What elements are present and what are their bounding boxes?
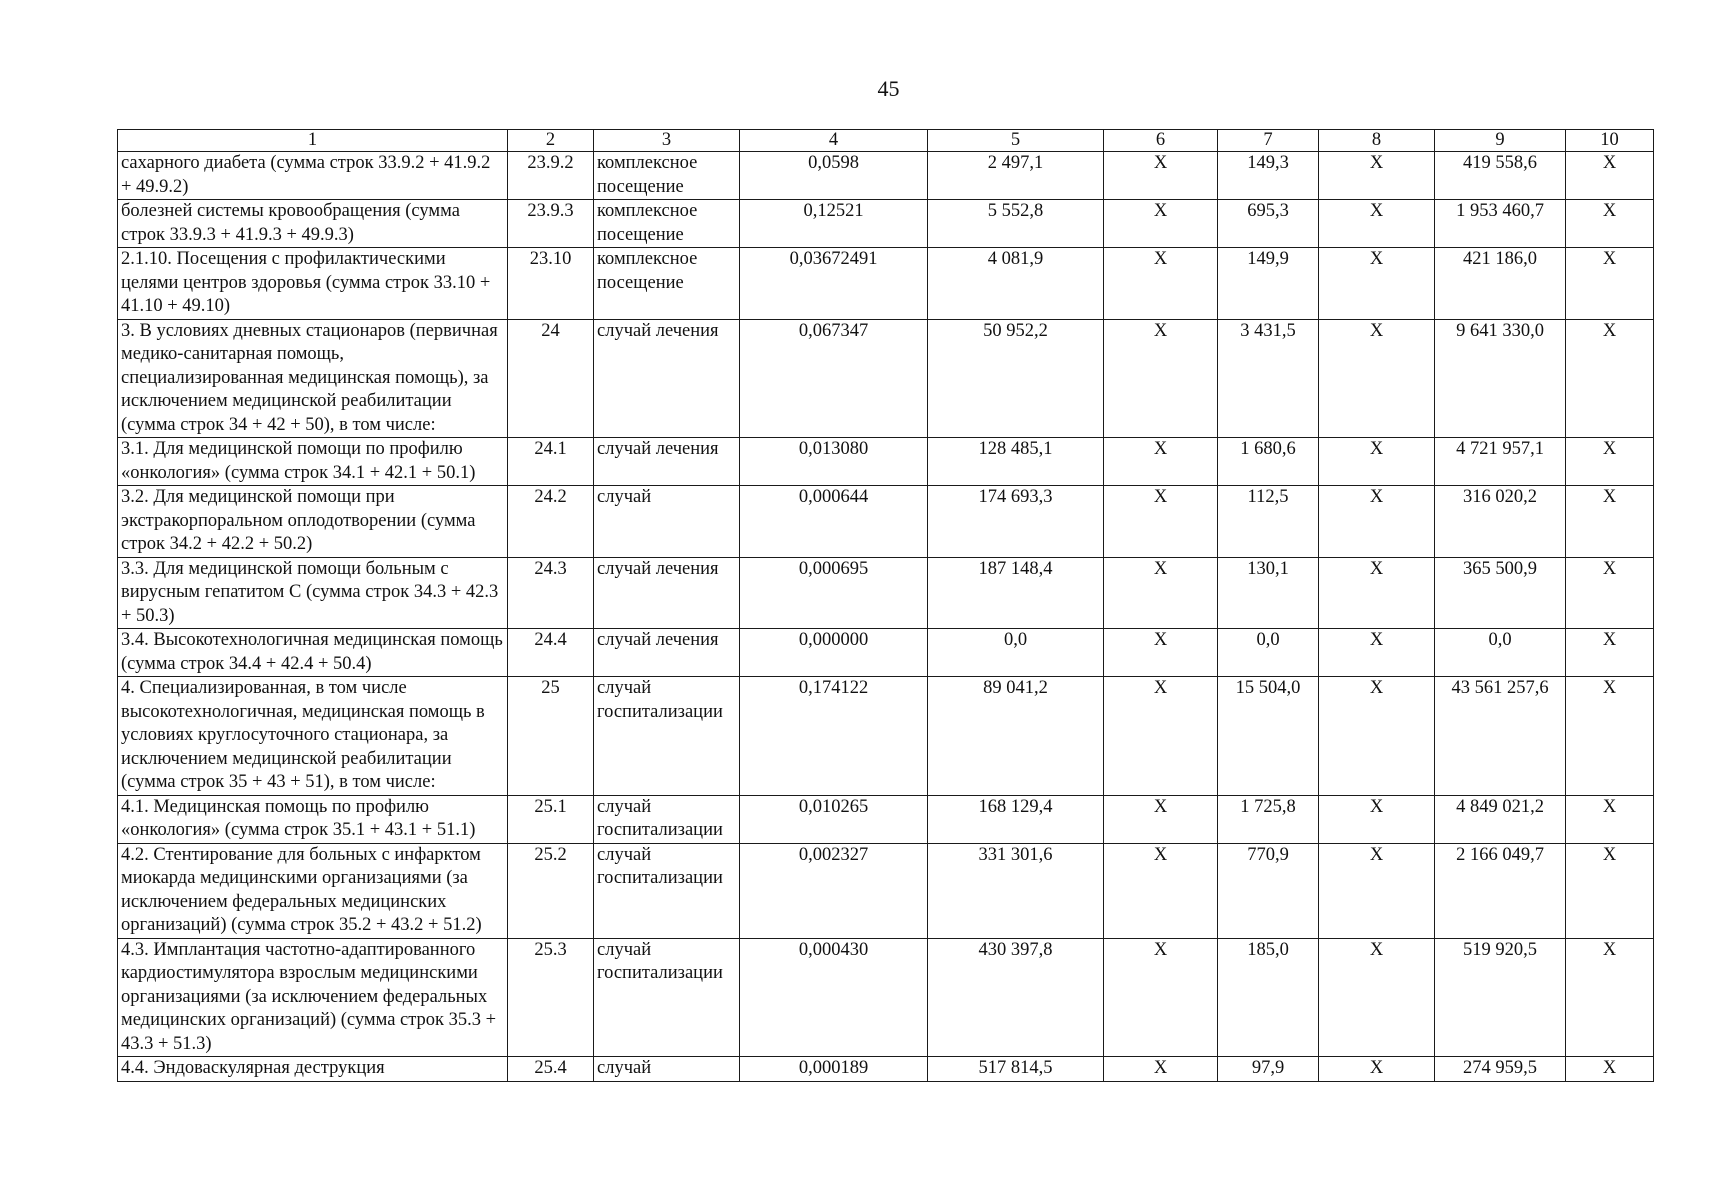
row-col5: 2 497,1 xyxy=(928,152,1104,200)
row-name: 3. В условиях дневных стационаров (первичная медико-санитарная помощь, специализированная медицинская помощь), за исключением медицинской реабилитации (сумма строк 34 + 42 + 50), в том числе: xyxy=(118,319,508,438)
table-row xyxy=(118,438,1654,486)
row-col10: X xyxy=(1566,319,1654,438)
row-col5: 430 397,8 xyxy=(928,938,1104,1057)
row-col4: 0,12521 xyxy=(740,200,928,248)
row-col10: X xyxy=(1566,248,1654,320)
row-col4: 0,000695 xyxy=(740,557,928,629)
row-col6: X xyxy=(1104,152,1218,200)
row-col5: 331 301,6 xyxy=(928,843,1104,938)
table-row xyxy=(118,677,1654,796)
table-row xyxy=(118,1057,1654,1082)
row-unit: комплексное посещение xyxy=(594,248,740,320)
column-header-5: 5 xyxy=(928,130,1104,152)
row-col5: 168 129,4 xyxy=(928,795,1104,843)
row-col8: X xyxy=(1319,438,1435,486)
row-col8: X xyxy=(1319,629,1435,677)
table-row xyxy=(118,843,1654,938)
row-name: 4.1. Медицинская помощь по профилю «онкология» (сумма строк 35.1 + 43.1 + 51.1) xyxy=(118,795,508,843)
row-col7: 770,9 xyxy=(1218,843,1319,938)
row-col9: 1 953 460,7 xyxy=(1435,200,1566,248)
row-col7: 695,3 xyxy=(1218,200,1319,248)
row-col9: 421 186,0 xyxy=(1435,248,1566,320)
table-row xyxy=(118,319,1654,438)
column-header-2: 2 xyxy=(508,130,594,152)
row-code: 25.1 xyxy=(508,795,594,843)
column-header-7: 7 xyxy=(1218,130,1319,152)
column-header-10: 10 xyxy=(1566,130,1654,152)
row-code: 25.3 xyxy=(508,938,594,1057)
column-header-3: 3 xyxy=(594,130,740,152)
row-col8: X xyxy=(1319,248,1435,320)
row-col4: 0,067347 xyxy=(740,319,928,438)
row-col10: X xyxy=(1566,1057,1654,1082)
row-name: 4. Специализированная, в том числе высокотехнологичная, медицинская помощь в условиях круглосуточного стационара, за исключением медицинской реабилитации (сумма строк 35 + 43 + 51), в том числе: xyxy=(118,677,508,796)
row-code: 24.1 xyxy=(508,438,594,486)
row-code: 23.9.3 xyxy=(508,200,594,248)
row-col6: X xyxy=(1104,557,1218,629)
row-col10: X xyxy=(1566,629,1654,677)
row-name: 3.4. Высокотехнологичная медицинская помощь (сумма строк 34.4 + 42.4 + 50.4) xyxy=(118,629,508,677)
page-number: 45 xyxy=(877,76,900,101)
row-col7: 0,0 xyxy=(1218,629,1319,677)
row-col9: 274 959,5 xyxy=(1435,1057,1566,1082)
row-unit: случай госпитализации xyxy=(594,795,740,843)
row-col7: 97,9 xyxy=(1218,1057,1319,1082)
row-col10: X xyxy=(1566,200,1654,248)
row-unit: случай лечения xyxy=(594,557,740,629)
row-col4: 0,013080 xyxy=(740,438,928,486)
table-row xyxy=(118,248,1654,320)
table-row xyxy=(118,795,1654,843)
row-code: 24.4 xyxy=(508,629,594,677)
row-col4: 0,03672491 xyxy=(740,248,928,320)
row-col7: 1 680,6 xyxy=(1218,438,1319,486)
table-row xyxy=(118,486,1654,558)
row-col8: X xyxy=(1319,938,1435,1057)
row-col9: 2 166 049,7 xyxy=(1435,843,1566,938)
row-col10: X xyxy=(1566,938,1654,1057)
row-unit: случай госпитализации xyxy=(594,938,740,1057)
row-col4: 0,0598 xyxy=(740,152,928,200)
row-col8: X xyxy=(1319,1057,1435,1082)
row-unit: случай госпитализации xyxy=(594,843,740,938)
row-col10: X xyxy=(1566,557,1654,629)
row-col4: 0,174122 xyxy=(740,677,928,796)
row-col9: 519 920,5 xyxy=(1435,938,1566,1057)
row-code: 24 xyxy=(508,319,594,438)
row-col8: X xyxy=(1319,795,1435,843)
column-header-8: 8 xyxy=(1319,130,1435,152)
row-col4: 0,002327 xyxy=(740,843,928,938)
row-unit: комплексное посещение xyxy=(594,152,740,200)
row-name: сахарного диабета (сумма строк 33.9.2 + 41.9.2 + 49.9.2) xyxy=(118,152,508,200)
row-col4: 0,000430 xyxy=(740,938,928,1057)
table-row xyxy=(118,152,1654,200)
row-col5: 89 041,2 xyxy=(928,677,1104,796)
row-col4: 0,000000 xyxy=(740,629,928,677)
row-col7: 185,0 xyxy=(1218,938,1319,1057)
data-table xyxy=(117,129,1654,1082)
row-col7: 15 504,0 xyxy=(1218,677,1319,796)
row-col9: 0,0 xyxy=(1435,629,1566,677)
row-col7: 3 431,5 xyxy=(1218,319,1319,438)
row-col10: X xyxy=(1566,438,1654,486)
row-col5: 50 952,2 xyxy=(928,319,1104,438)
row-col5: 128 485,1 xyxy=(928,438,1104,486)
row-name: 3.3. Для медицинской помощи больным с вирусным гепатитом С (сумма строк 34.3 + 42.3 + 50.3) xyxy=(118,557,508,629)
row-name: 4.3. Имплантация частотно-адаптированного кардиостимулятора взрослым медицинскими организациями (за исключением федеральных медицинских организаций) (сумма строк 35.3 + 43.3 + 51.3) xyxy=(118,938,508,1057)
row-unit: случай лечения xyxy=(594,438,740,486)
row-col6: X xyxy=(1104,795,1218,843)
row-col8: X xyxy=(1319,677,1435,796)
row-unit: комплексное посещение xyxy=(594,200,740,248)
row-name: 2.1.10. Посещения с профилактическими целями центров здоровья (сумма строк 33.10 + 41.10 + 49.10) xyxy=(118,248,508,320)
column-header-9: 9 xyxy=(1435,130,1566,152)
row-col5: 4 081,9 xyxy=(928,248,1104,320)
row-col6: X xyxy=(1104,1057,1218,1082)
row-col8: X xyxy=(1319,319,1435,438)
row-col9: 9 641 330,0 xyxy=(1435,319,1566,438)
row-col10: X xyxy=(1566,843,1654,938)
table-row xyxy=(118,629,1654,677)
row-col9: 43 561 257,6 xyxy=(1435,677,1566,796)
row-code: 25.4 xyxy=(508,1057,594,1082)
table-row xyxy=(118,938,1654,1057)
row-code: 25 xyxy=(508,677,594,796)
row-unit: случай госпитализации xyxy=(594,677,740,796)
row-unit: случай xyxy=(594,486,740,558)
row-col6: X xyxy=(1104,677,1218,796)
row-col6: X xyxy=(1104,486,1218,558)
row-col10: X xyxy=(1566,795,1654,843)
row-code: 25.2 xyxy=(508,843,594,938)
row-col8: X xyxy=(1319,486,1435,558)
row-code: 24.3 xyxy=(508,557,594,629)
row-col8: X xyxy=(1319,200,1435,248)
row-col5: 174 693,3 xyxy=(928,486,1104,558)
row-code: 24.2 xyxy=(508,486,594,558)
row-col7: 1 725,8 xyxy=(1218,795,1319,843)
row-col7: 149,3 xyxy=(1218,152,1319,200)
column-header-6: 6 xyxy=(1104,130,1218,152)
row-col9: 419 558,6 xyxy=(1435,152,1566,200)
row-col6: X xyxy=(1104,200,1218,248)
column-header-1: 1 xyxy=(118,130,508,152)
row-col6: X xyxy=(1104,248,1218,320)
header-row xyxy=(118,130,1654,152)
table-row xyxy=(118,200,1654,248)
row-col8: X xyxy=(1319,843,1435,938)
row-col6: X xyxy=(1104,438,1218,486)
row-col10: X xyxy=(1566,486,1654,558)
row-code: 23.9.2 xyxy=(508,152,594,200)
row-col8: X xyxy=(1319,152,1435,200)
row-col6: X xyxy=(1104,629,1218,677)
row-col10: X xyxy=(1566,152,1654,200)
row-code: 23.10 xyxy=(508,248,594,320)
row-unit: случай лечения xyxy=(594,629,740,677)
row-col6: X xyxy=(1104,843,1218,938)
row-col5: 0,0 xyxy=(928,629,1104,677)
row-col6: X xyxy=(1104,938,1218,1057)
row-col7: 149,9 xyxy=(1218,248,1319,320)
table-row xyxy=(118,557,1654,629)
row-name: 3.2. Для медицинской помощи при экстракорпоральном оплодотворении (сумма строк 34.2 + 42.2 + 50.2) xyxy=(118,486,508,558)
row-col5: 517 814,5 xyxy=(928,1057,1104,1082)
row-col7: 112,5 xyxy=(1218,486,1319,558)
row-col9: 4 849 021,2 xyxy=(1435,795,1566,843)
row-col10: X xyxy=(1566,677,1654,796)
row-col9: 365 500,9 xyxy=(1435,557,1566,629)
row-col4: 0,000644 xyxy=(740,486,928,558)
row-col9: 316 020,2 xyxy=(1435,486,1566,558)
row-col5: 187 148,4 xyxy=(928,557,1104,629)
row-unit: случай лечения xyxy=(594,319,740,438)
row-name: 4.4. Эндоваскулярная деструкция xyxy=(118,1057,508,1082)
row-col8: X xyxy=(1319,557,1435,629)
row-col4: 0,010265 xyxy=(740,795,928,843)
row-col4: 0,000189 xyxy=(740,1057,928,1082)
row-col6: X xyxy=(1104,319,1218,438)
row-name: болезней системы кровообращения (сумма строк 33.9.3 + 41.9.3 + 49.9.3) xyxy=(118,200,508,248)
row-col5: 5 552,8 xyxy=(928,200,1104,248)
row-col7: 130,1 xyxy=(1218,557,1319,629)
row-unit: случай xyxy=(594,1057,740,1082)
column-header-4: 4 xyxy=(740,130,928,152)
row-name: 3.1. Для медицинской помощи по профилю «онкология» (сумма строк 34.1 + 42.1 + 50.1) xyxy=(118,438,508,486)
row-name: 4.2. Стентирование для больных с инфарктом миокарда медицинскими организациями (за исключением федеральных медицинских организаций) (сумма строк 35.2 + 43.2 + 51.2) xyxy=(118,843,508,938)
row-col9: 4 721 957,1 xyxy=(1435,438,1566,486)
